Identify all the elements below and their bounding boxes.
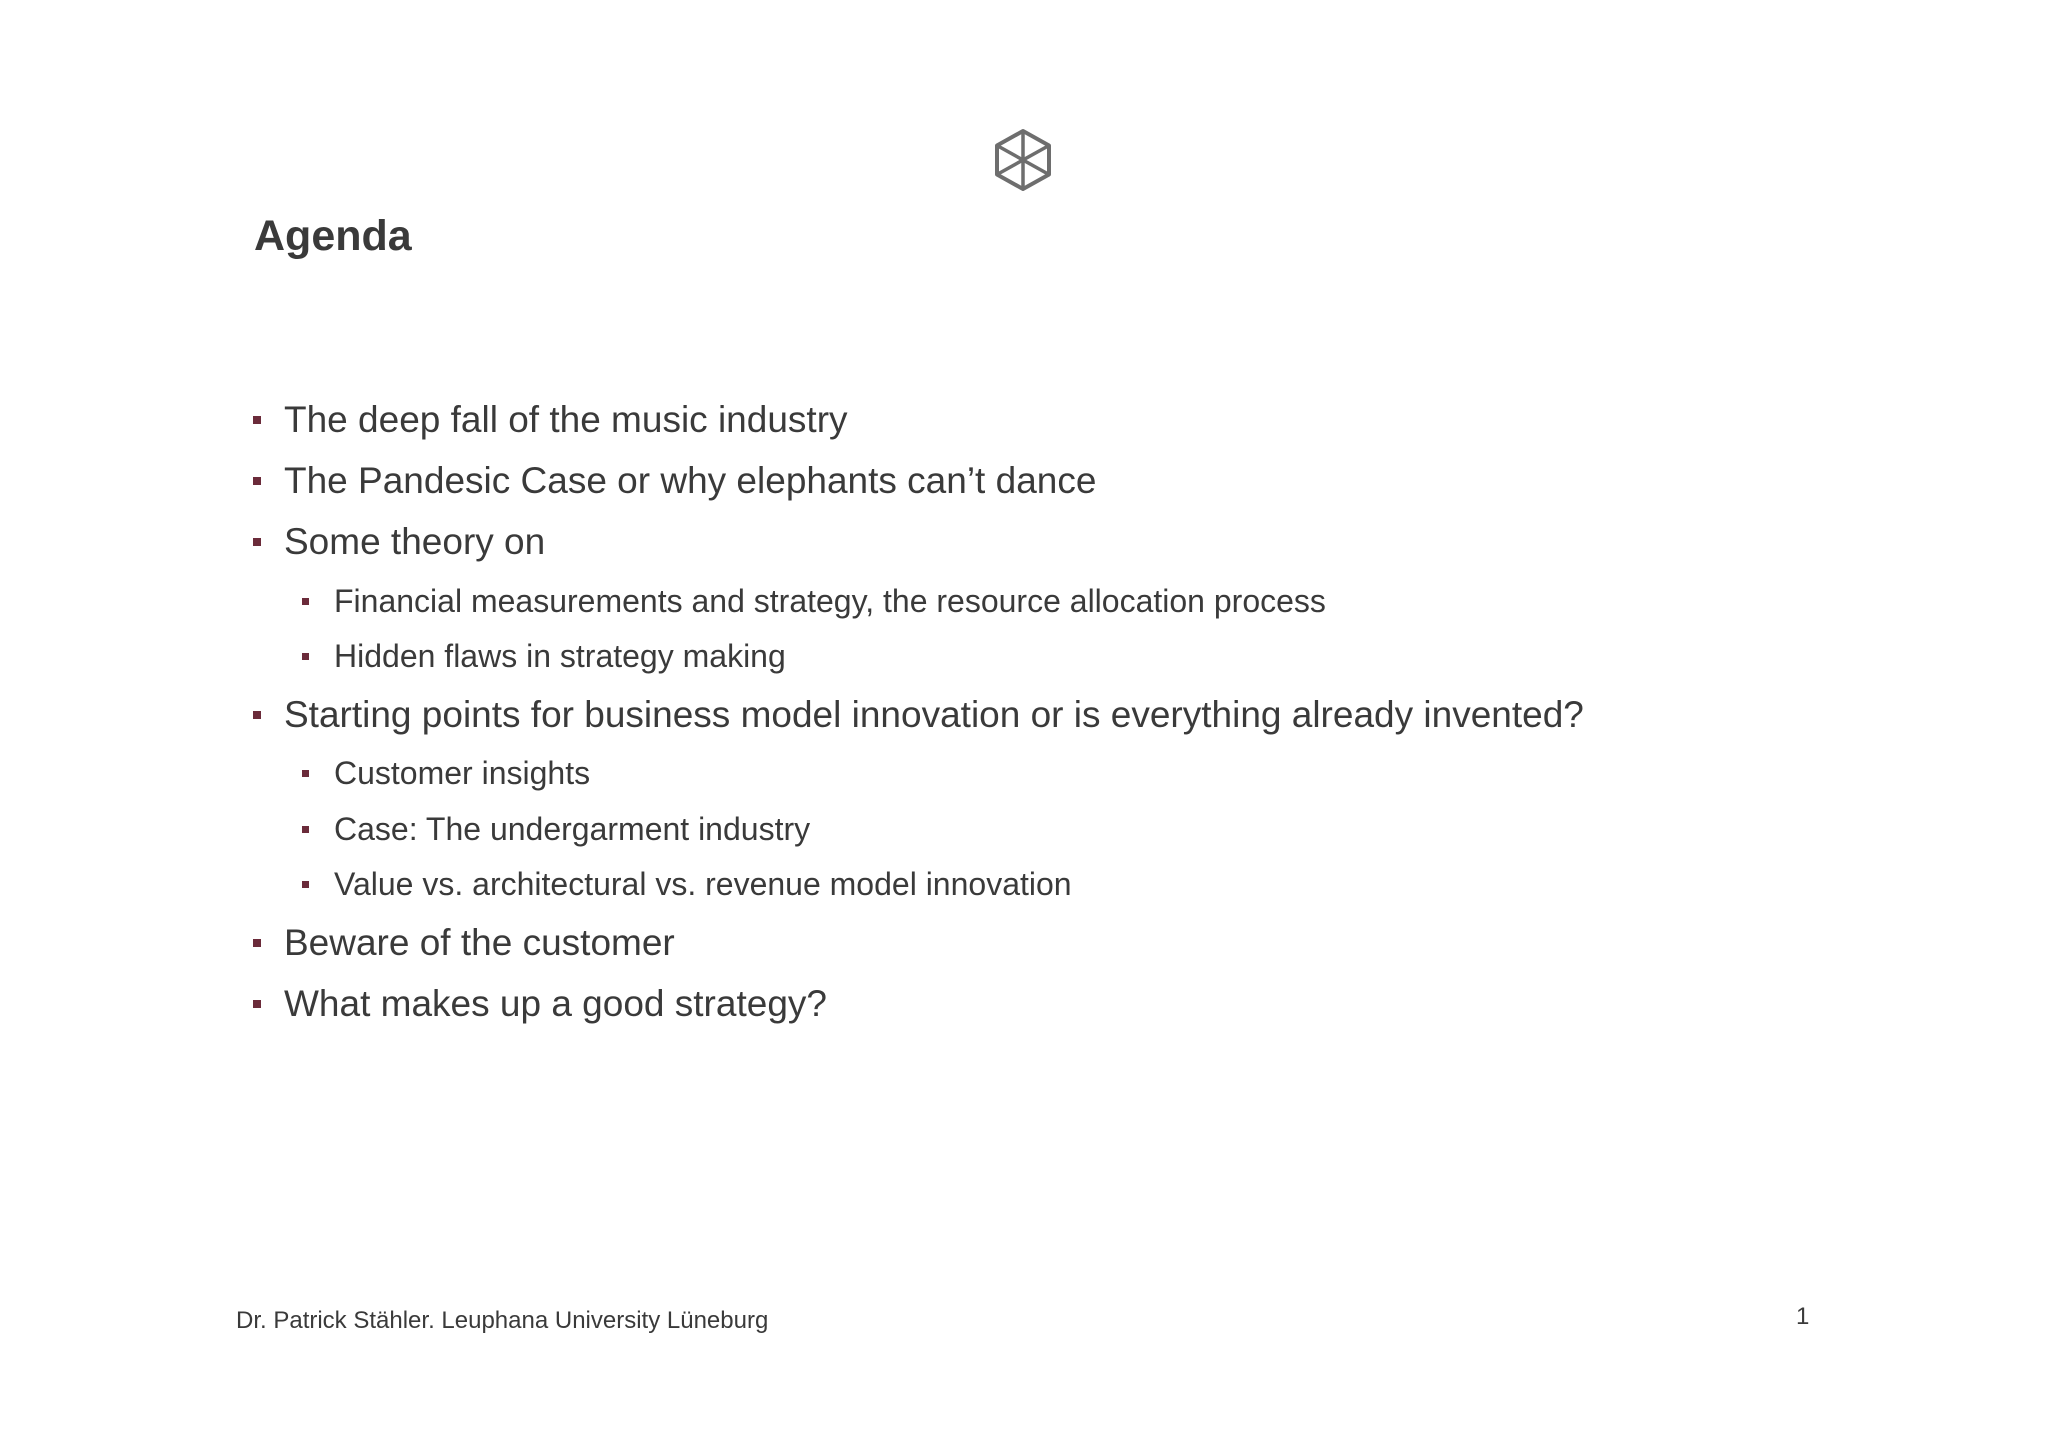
agenda-subitem: Value vs. architectural vs. revenue model innovation (334, 866, 1072, 902)
agenda-item: Some theory on (284, 519, 545, 565)
agenda-item: Beware of the customer (284, 920, 675, 966)
agenda-subitem: Case: The undergarment industry (334, 811, 811, 847)
agenda-item: Starting points for business model innovation or is everything already invented? (284, 692, 1584, 738)
agenda-subitem: Financial measurements and strategy, the resource allocation process (334, 583, 1326, 619)
agenda-item: The Pandesic Case or why elephants can’t dance (284, 458, 1096, 504)
slide-title: Agenda (254, 212, 412, 260)
footer-author: Dr. Patrick Stähler. Leuphana University Lüneburg (236, 1307, 769, 1334)
page-number: 1 (1796, 1303, 1810, 1330)
agenda-subitem: Hidden flaws in strategy making (334, 638, 786, 674)
agenda-item: The deep fall of the music industry (284, 397, 848, 443)
agenda-item: What makes up a good strategy? (284, 981, 827, 1027)
agenda-subitem: Customer insights (334, 755, 591, 791)
